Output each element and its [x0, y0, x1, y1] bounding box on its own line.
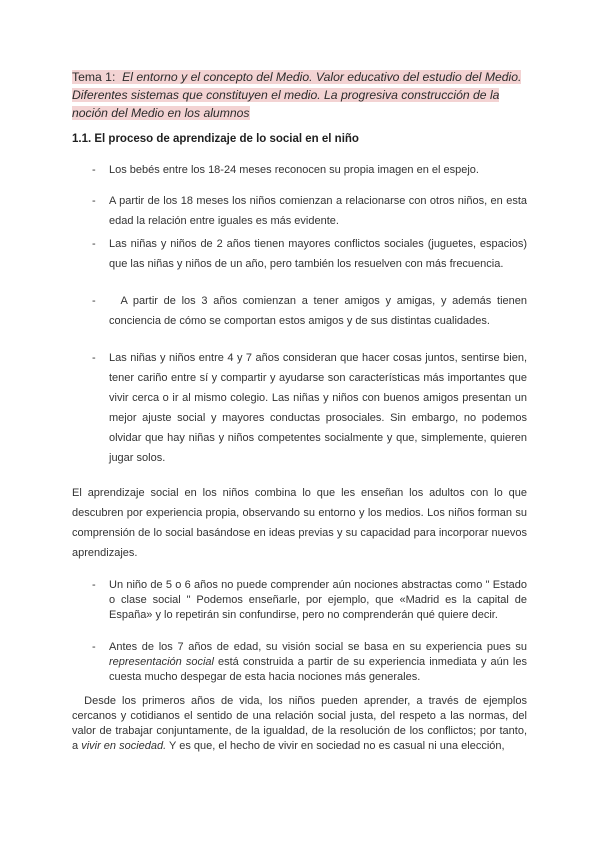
- bullet-marker: -: [92, 295, 96, 307]
- title-label: Tema 1:: [72, 70, 116, 84]
- paragraph: Desde los primeros años de vida, los niños pueden aprender, a través de ejemplos cercanos y cotidianos el sentido de una relación social justa, del respeto a las normas, del valor de trabajar conjuntamente, de la igualdad, de la resolución de los conflictos; por tanto, a vivir en sociedad. Y es que, el hecho de vivir en sociedad no es casual ni una elección,: [72, 695, 531, 752]
- bullet-text: A partir de los 3 años comienzan a tener amigos y amigas, y además tienen conciencia de cómo se comportan estos amigos y de sus distintas cualidades.: [109, 295, 531, 327]
- bullet-marker: -: [92, 195, 96, 207]
- bullet-text: Las niñas y niños de 2 años tienen mayores conflictos sociales (juguetes, espacios) que las niñas y niños de un año, pero también los resuelven con más frecuencia.: [109, 238, 527, 270]
- bullet-marker: -: [92, 579, 96, 591]
- title-text: El entorno y el concepto del Medio. Valor educativo del estudio del Medio. Diferentes sistemas que constituyen el medio. La progresiva construcción de la noción del Medio en los alumnos: [72, 70, 522, 120]
- bullet-marker: -: [92, 238, 96, 250]
- bullet-text: A partir de los 18 meses los niños comienzan a relacionarse con otros niños, en esta edad la relación entre iguales es más evidente.: [109, 195, 527, 227]
- bullet-text: Un niño de 5 o 6 años no puede comprender aún nociones abstractas como " Estado o clase social " Podemos enseñarle, por ejemplo, que «Madrid es la capital de España» y lo repetirán sin confundirse, pero no comprenderán qué quiere decir.: [109, 579, 527, 621]
- document-title: [72, 68, 532, 122]
- bullet-text: Antes de los 7 años de edad, su visión social se basa en su experiencia pues su representación social está construida a partir de su experiencia inmediata y aún les cuesta mucho despegar de esta hacia nociones más generales.: [109, 641, 527, 683]
- section-heading: 1.1. El proceso de aprendizaje de lo social en el niño: [72, 133, 359, 145]
- emphasis-text: representación social: [109, 656, 214, 668]
- bullet-marker: -: [92, 164, 96, 176]
- bullet-marker: -: [92, 352, 96, 364]
- paragraph: El aprendizaje social en los niños combina lo que les enseñan los adultos con lo que descubren por experiencia propia, observando su entorno y los medios. Los niños forman su comprensión de lo social basándose en ideas previas y su capacidad para incorporar nuevos aprendizajes.: [72, 487, 527, 559]
- bullet-text: Los bebés entre los 18-24 meses reconocen su propia imagen en el espejo.: [109, 164, 479, 176]
- bullet-marker: -: [92, 641, 96, 653]
- bullet-text: Las niñas y niños entre 4 y 7 años consideran que hacer cosas juntos, sentirse bien, tener cariño entre sí y compartir y ayudarse son características más importantes que vivir cerca o ir al mismo colegio. Las niñas y niños con buenos amigos presentan un mejor ajuste social y mayores conductas prosociales. Sin embargo, no podemos olvidar que hay niñas y niños competentes socialmente y que, simplemente, quieren jugar solos.: [109, 352, 527, 464]
- emphasis-text: vivir en sociedad.: [81, 740, 167, 752]
